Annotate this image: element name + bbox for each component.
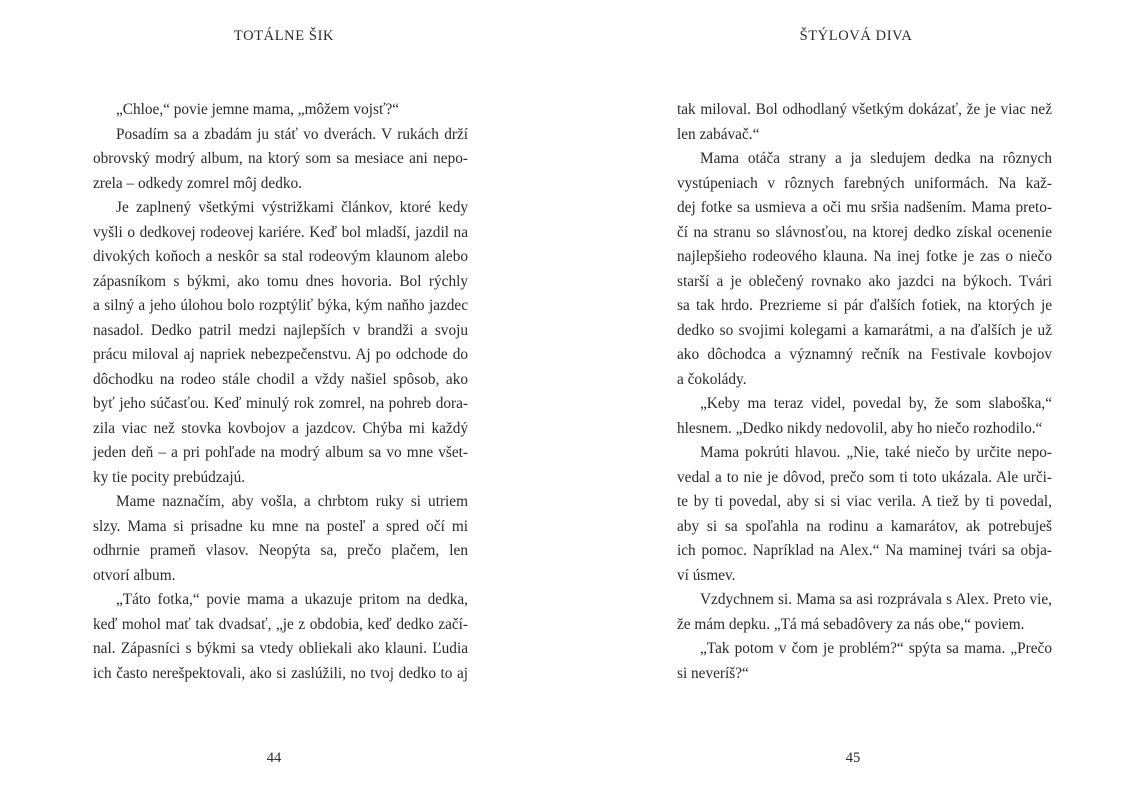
text-line: Mame naznačím, aby vošla, a chrbtom ruky si utriem (116, 493, 468, 510)
text-line: si neveríš?“ (677, 664, 749, 682)
text-line: nal. Zápasníci s býkmi sa vtedy obliekali ako klauni. Ľudia (93, 640, 468, 657)
text-line: ví úsmev. (677, 566, 736, 584)
text-line: čí na stranu so slávnosťou, na ktorej dedko získal ocenenie (677, 223, 1052, 241)
page-number: 44 (266, 750, 282, 766)
text-line: hlesnem. „Dedko nikdy nedovolil, aby ho niečo rozhodilo.“ (677, 419, 1043, 437)
text-line: „Chloe,“ povie jemne mama, „môžem vojsť?“ (116, 101, 400, 118)
text-line: „Keby ma teraz videl, povedal by, že som slaboška,“ (700, 395, 1052, 412)
text-line: slzy. Mama si prisadne ku mne na posteľ a spred očí mi (93, 517, 468, 535)
text-line: „Tak potom v čom je problém?“ spýta sa mama. „Prečo (700, 640, 1052, 657)
right-page (566, 0, 1131, 800)
text-line: Posadím sa a zbadám ju stáť vo dverách. V rukách drží (116, 125, 468, 143)
text-line: Mama pokrúti hlavou. „Nie, také niečo by určite nepo- (700, 444, 1052, 461)
text-line: obrovský modrý album, na ktorý som sa mesiace ani nepo- (93, 150, 468, 167)
text-line: vyšli o dedkovej rodeovej kariére. Keď bol mladší, jazdil na (93, 223, 468, 241)
text-line: ich pomoc. Napríklad na Alex.“ Na maminej tvári sa obja- (677, 542, 1052, 559)
text-line: vystúpeniach v rôznych farebných uniformách. Na kaž- (677, 174, 1052, 192)
text-line: len zabávač.“ (677, 125, 760, 143)
text-line: odhrnie prameň vlasov. Neopýta sa, prečo plačem, len (93, 542, 468, 559)
text-line: ky tie pocity prebúdzajú. (93, 468, 246, 486)
text-line: prácu miloval aj napriek nebezpečenstvu. Aj po odchode do (93, 346, 468, 363)
text-line: nasadol. Dedko patril medzi najlepších v brandži a svoju (93, 321, 468, 339)
text-line: najlepšieho rodeového klauna. Na inej fotke je zas o niečo (677, 248, 1052, 265)
left-page (0, 0, 565, 800)
text-line: že mám depku. „Tá má sebadôvery za nás obe,“ poviem. (677, 615, 1025, 633)
text-line: otvorí album. (93, 566, 176, 584)
text-line: starší a je oblečený rovnako ako jazdci na býkoch. Tvári (677, 272, 1052, 290)
text-line: ich často nerešpektovali, ako si zaslúžili, no tvoj dedko to aj (93, 664, 468, 682)
text-line: zila viac než stovka kovbojov a jazdcov. Chýba mi každý (93, 419, 468, 437)
text-line: sa tak hrdo. Prezrieme si pár ďalších fotiek, na ktorých je (677, 297, 1052, 314)
text-line: keď mohol mať tak dvadsať, „je z obdobia, keď dedko začí- (93, 615, 468, 633)
text-line: dej fotke sa usmieva a oči mu sršia nadšením. Mama preto- (677, 199, 1052, 216)
text-line: divokých koňoch a neskôr sa stal rodeovým klaunom alebo (93, 248, 468, 265)
body-text (677, 98, 1052, 686)
text-line: Mama otáča strany a ja sledujem dedka na rôznych (700, 150, 1052, 167)
text-line: zápasníkom s býkmi, ako tomu dnes hovoria. Bol rýchly (93, 272, 468, 290)
text-line: ako dôchodca a významný rečník na Festivale kovbojov (677, 346, 1052, 363)
running-head: ŠTÝLOVÁ DIVA (799, 28, 913, 44)
text-line: a silný a jeho úlohou bolo rozptýliť býka, kým naňho jazdec (93, 297, 468, 314)
running-head: TOTÁLNE ŠIK (233, 28, 335, 44)
text-line: te by ti povedal, aby si si viac verila. A tiež by ti povedal, (677, 493, 1052, 510)
text-line: jeden deň – a pri pohľade na modrý album sa vo mne všet- (93, 444, 468, 461)
text-line: dôchodku na rodeo stále chodil a vždy našiel spôsob, ako (93, 370, 468, 388)
text-line: „Táto fotka,“ povie mama a ukazuje pritom na dedka, (116, 591, 468, 608)
text-line: a čokolády. (677, 370, 747, 388)
text-line: zrela – odkedy zomrel môj dedko. (93, 174, 302, 192)
text-line: dedko so svojimi kolegami a kamarátmi, a na ďalších je už (677, 321, 1052, 339)
text-line: Vzdychnem si. Mama sa asi rozprávala s Alex. Preto vie, (700, 591, 1052, 608)
text-line: tak miloval. Bol odhodlaný všetkým dokázať, že je viac než (677, 101, 1052, 118)
text-line: byť jeho súčasťou. Keď minulý rok zomrel, na pohreb dora- (93, 395, 468, 412)
page-number: 45 (845, 750, 861, 766)
text-line: vedal a to nie je dôvod, prečo som ti toto ukázala. Ale urči- (677, 468, 1052, 486)
body-text (93, 98, 468, 686)
text-line: Je zaplnený všetkými výstrižkami článkov, ktoré kedy (116, 199, 468, 216)
text-line: aby si sa spoľahla na rodinu a kamarátov, ak potrebuješ (677, 517, 1052, 535)
